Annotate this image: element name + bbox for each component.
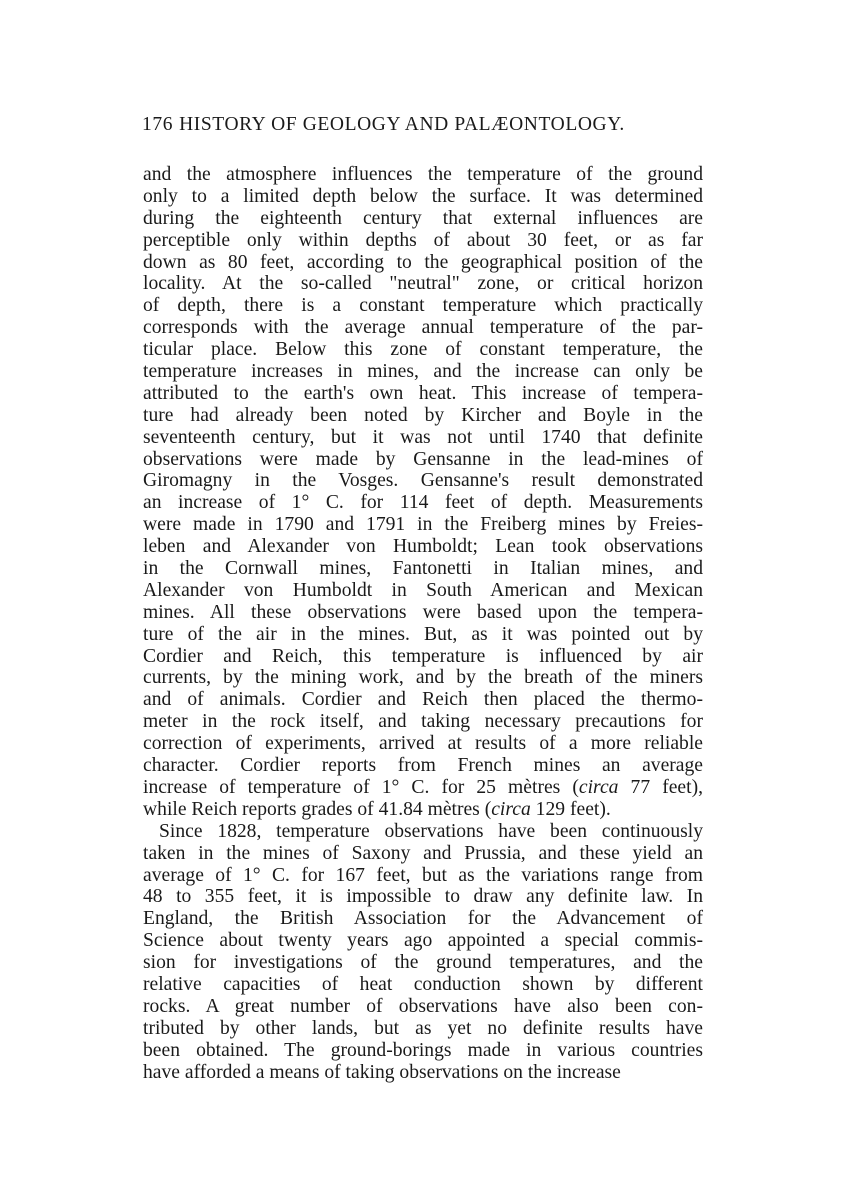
text-line: during the eighteenth century that external influences are xyxy=(143,207,703,229)
text-line xyxy=(143,777,703,799)
text-line: corresponds with the average annual temperature of the par- xyxy=(143,317,703,339)
text-line: Giromagny in the Vosges. Gensanne's result demonstrated xyxy=(143,470,703,492)
text-line: been obtained. The ground-borings made in various countries xyxy=(143,1039,703,1061)
text-line: an increase of 1° C. for 114 feet of depth. Measurements xyxy=(143,492,703,514)
text-line: character. Cordier reports from French mines an average xyxy=(143,755,703,777)
body-text xyxy=(143,164,703,1083)
text-line: perceptible only within depths of about 30 feet, or as far xyxy=(143,229,703,251)
paragraph xyxy=(143,164,703,821)
text-line: relative capacities of heat conduction shown by different xyxy=(143,973,703,995)
text-line: 48 to 355 feet, it is impossible to draw any definite law. In xyxy=(143,886,703,908)
text-line: Since 1828, temperature observations have been continuously xyxy=(159,820,703,842)
text-line: rocks. A great number of observations have also been con- xyxy=(143,995,703,1017)
text-segment: increase of temperature of 1° C. for 25 mètres ( xyxy=(143,776,579,798)
text-line: have afforded a means of taking observations on the increase xyxy=(143,1061,621,1083)
text-line: correction of experiments, arrived at results of a more reliable xyxy=(143,733,703,755)
text-line: of depth, there is a constant temperature which practically xyxy=(143,295,703,317)
text-line: observations were made by Gensanne in the lead-mines of xyxy=(143,448,703,470)
text-segment: 129 feet). xyxy=(530,798,611,820)
text-line: England, the British Association for the Advancement of xyxy=(143,908,703,930)
text-line: Science about twenty years ago appointed a special commis- xyxy=(143,930,703,952)
text-line: ture of the air in the mines. But, as it was pointed out by xyxy=(143,623,703,645)
running-title: HISTORY OF GEOLOGY AND PALÆONTOLOGY. xyxy=(179,114,625,135)
text-line: mines. All these observations were based upon the tempera- xyxy=(143,601,703,623)
text-line: currents, by the mining work, and by the breath of the miners xyxy=(143,667,703,689)
text-line: leben and Alexander von Humboldt; Lean took observations xyxy=(143,536,703,558)
text-line: and the atmosphere influences the temperature of the ground xyxy=(143,164,703,185)
text-line: sion for investigations of the ground temperatures, and the xyxy=(143,952,703,974)
text-line xyxy=(143,799,703,821)
text-line: meter in the rock itself, and taking necessary precautions for xyxy=(143,711,703,733)
text-line: average of 1° C. for 167 feet, but as the variations range from xyxy=(143,864,703,886)
text-line: and of animals. Cordier and Reich then placed the thermo- xyxy=(143,689,703,711)
running-head xyxy=(142,114,712,136)
text-segment: 77 feet), xyxy=(618,776,703,798)
text-segment: while Reich reports grades of 41.84 mètres ( xyxy=(143,798,492,820)
text-line: Alexander von Humboldt in South American and Mexican xyxy=(143,579,703,601)
text-line: in the Cornwall mines, Fantonetti in Italian mines, and xyxy=(143,558,703,580)
text-line: seventeenth century, but it was not until 1740 that definite xyxy=(143,426,703,448)
text-line: taken in the mines of Saxony and Prussia, and these yield an xyxy=(143,842,703,864)
text-line: down as 80 feet, according to the geographical position of the xyxy=(143,251,703,273)
paragraph xyxy=(143,821,703,1084)
text-line: only to a limited depth below the surface. It was determined xyxy=(143,185,703,207)
text-line: tributed by other lands, but as yet no definite results have xyxy=(143,1017,703,1039)
text-line: Cordier and Reich, this temperature is influenced by air xyxy=(143,645,703,667)
text-line: were made in 1790 and 1791 in the Freiberg mines by Freies- xyxy=(143,514,703,536)
text-line: temperature increases in mines, and the increase can only be xyxy=(143,361,703,383)
text-line: attributed to the earth's own heat. This increase of tempera- xyxy=(143,382,703,404)
italic-term: circa xyxy=(491,798,531,820)
page-number: 176 xyxy=(142,114,174,135)
text-line: locality. At the so-called "neutral" zone, or critical horizon xyxy=(143,273,703,295)
text-line: ture had already been noted by Kircher and Boyle in the xyxy=(143,404,703,426)
italic-term: circa xyxy=(578,776,619,798)
text-line: ticular place. Below this zone of constant temperature, the xyxy=(143,339,703,361)
